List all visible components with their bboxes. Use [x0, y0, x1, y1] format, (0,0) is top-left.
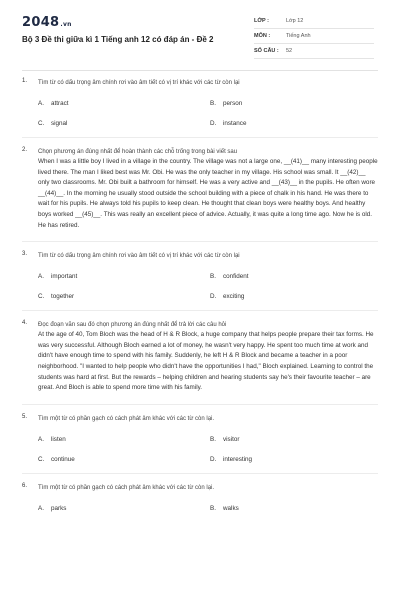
question-divider — [22, 473, 378, 474]
option-a[interactable] — [38, 436, 210, 443]
document-header — [0, 0, 400, 68]
question-2 — [0, 147, 400, 231]
option-a[interactable] — [38, 273, 210, 280]
option-c[interactable] — [38, 456, 210, 463]
option-text: interesting — [223, 455, 253, 463]
option-letter: A. — [38, 100, 44, 107]
question-divider — [22, 310, 378, 311]
question-prompt: Tìm từ có dấu trọng âm chính rơi vào âm tiết có vị trí khác với các từ còn lại — [38, 253, 240, 260]
option-text: signal — [51, 120, 68, 127]
question-number: 3. — [22, 251, 28, 258]
meta-key: LỚP : — [254, 18, 269, 24]
question-number: 2. — [22, 147, 28, 153]
question-prompt: Tìm một từ có phần gạch có cách phát âm khác với các từ còn lại. — [38, 415, 215, 422]
question-5 — [0, 414, 400, 463]
option-d[interactable] — [210, 120, 382, 127]
meta-row-subject — [254, 29, 374, 44]
meta-row-count — [254, 44, 374, 59]
meta-value: Lớp 12 — [286, 18, 304, 24]
option-letter: A. — [38, 435, 44, 443]
meta-value: Tiếng Anh — [286, 33, 311, 39]
option-a[interactable] — [38, 100, 210, 107]
option-letter: B. — [210, 435, 216, 443]
question-prompt: Chọn phương án đúng nhất để hoàn thành các chỗ trống trong bài viết sau — [38, 149, 238, 155]
option-letter: D. — [210, 120, 217, 127]
option-b[interactable] — [210, 505, 382, 512]
meta-key: SỐ CÂU : — [254, 48, 279, 54]
option-text: instance — [223, 120, 247, 127]
question-prompt: Đọc đoạn văn sau đó chọn phương án đúng nhất để trả lời các câu hỏi — [38, 322, 227, 329]
question-1 — [0, 78, 400, 127]
meta-key: MÔN : — [254, 33, 271, 39]
question-list — [0, 78, 400, 512]
document-title: Bộ 3 Đề thi giữa kì 1 Tiếng anh 12 có đáp án - Đề 2 — [22, 35, 214, 44]
option-text: continue — [51, 455, 75, 463]
question-number: 4. — [22, 320, 28, 327]
option-letter: B. — [210, 504, 216, 512]
question-4 — [0, 320, 400, 394]
option-text: exciting — [223, 293, 245, 301]
question-prompt: Tìm từ có dấu trọng âm chính rơi vào âm tiết có vị trí khác với các từ còn lại — [38, 80, 240, 86]
question-number: 1. — [22, 78, 28, 84]
option-text: person — [223, 100, 243, 107]
meta-value: 52 — [286, 48, 293, 54]
answer-options — [38, 436, 378, 463]
option-letter: C. — [38, 455, 45, 463]
question-divider — [22, 241, 378, 242]
meta-table — [254, 14, 374, 59]
logo-text: 2048 — [22, 15, 60, 30]
option-letter: B. — [210, 100, 216, 107]
option-letter: C. — [38, 293, 45, 301]
option-b[interactable] — [210, 273, 382, 280]
question-number: 6. — [22, 482, 28, 489]
option-text: listen — [51, 435, 66, 443]
option-letter: D. — [210, 293, 217, 301]
option-letter: B. — [210, 273, 216, 281]
option-letter: A. — [38, 504, 44, 512]
option-c[interactable] — [38, 120, 210, 127]
option-letter: A. — [38, 273, 44, 281]
answer-options — [38, 273, 378, 300]
question-number: 5. — [22, 413, 28, 420]
option-text: together — [51, 293, 75, 301]
option-letter: D. — [210, 455, 217, 463]
question-prompt: Tìm một từ có phần gạch có cách phát âm khác với các từ còn lại. — [38, 484, 215, 491]
question-divider — [22, 137, 378, 138]
option-text: parks — [51, 504, 67, 512]
option-text: confident — [223, 273, 249, 281]
site-logo[interactable] — [22, 15, 72, 30]
reading-passage: When I was a little boy I lived in a village in the country. The village was not a large one, __(41)__ many interesting people lived there. The man I liked best was Mr. Obi. He was the only teacher in my village. His school was small. It __(42)__ only two classrooms. Mr. Obi built a bathroom for himself. He was a very active and __(43)__ in the pupils. He often wore __(44)__. In the morning he usually stood outside the school building with a piece of chalk in his hand. He was there to wait for his pupils. He always told his pupils to keep clean. He thought that clean boys were healthy boys. And healthy boys worked __(45)__. This was really an excellent piece of advice. Actually, it was quite a long time ago. Now he is old. He has retired. — [38, 158, 378, 229]
option-text: walks — [223, 504, 239, 512]
option-text: attract — [51, 100, 69, 107]
reading-passage: At the age of 40, Tom Bloch was the head of H & R Block, a huge company that helps people prepare their tax forms. He was very successful. Although Bloch earned a lot of money, he wasn't very happy. He spent too much time at work and didn't have enough time to spend with his family. Suddenly, he left H & R Block and became a teacher in a poor neighborhood. "I wanted to help people who didn't have the opportunities I had," Bloch explained. Learning to control the students was hard at first. But the rewards – helping children and hearing students say he's their favourite teacher – are great. And Bloch is able to spend more time with his family. — [38, 331, 374, 392]
answer-options — [38, 100, 378, 127]
question-3 — [0, 251, 400, 300]
option-b[interactable] — [210, 436, 382, 443]
meta-row-class — [254, 14, 374, 29]
option-text: visitor — [223, 435, 240, 443]
question-divider — [22, 404, 378, 405]
header-divider — [22, 70, 378, 71]
option-d[interactable] — [210, 293, 382, 300]
option-letter: C. — [38, 120, 45, 127]
logo-suffix: .vn — [60, 21, 72, 28]
option-text: important — [51, 273, 78, 281]
question-6 — [0, 483, 400, 512]
answer-options — [38, 505, 378, 512]
option-a[interactable] — [38, 505, 210, 512]
option-c[interactable] — [38, 293, 210, 300]
option-b[interactable] — [210, 100, 382, 107]
option-d[interactable] — [210, 456, 382, 463]
